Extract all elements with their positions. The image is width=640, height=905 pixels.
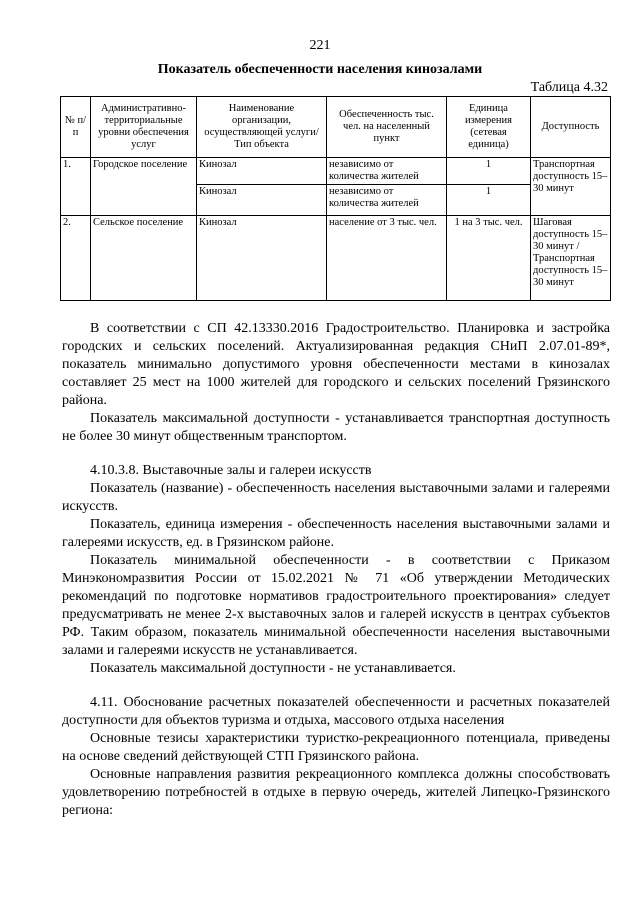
section-heading: 4.10.3.8. Выставочные залы и галереи искусств: [90, 463, 372, 478]
provision-table: [60, 96, 611, 301]
cell-num: 1.: [61, 158, 91, 216]
header-organization: Наименование организации, осуществляющей услуги/Тип объекта: [197, 97, 327, 158]
section-heading: 4.11. Обоснование расчетных показателей обеспеченности и расчетных показателей доступности для объектов туризма и отдыха, массового отдыха населения: [62, 695, 610, 728]
paragraph: Показатель (название) - обеспеченность населения выставочными залами и галереями искусств.: [62, 481, 610, 514]
header-num: № п/п: [61, 97, 91, 158]
paragraph: Показатель, единица измерения - обеспеченность населения выставочными залами и галереями искусств, ед. в Грязинском районе.: [62, 517, 610, 550]
paragraph: Показатель максимальной доступности - устанавливается транспортная доступность не более 30 минут общественным транспортом.: [62, 411, 610, 444]
table-label: Таблица 4.32: [530, 80, 608, 95]
table-title: Показатель обеспеченности населения кинозалами: [157, 62, 483, 77]
cell-name: Кинозал: [197, 158, 327, 185]
page-number: 221: [309, 38, 331, 53]
header-accessibility: Доступность: [531, 97, 611, 158]
cell-access: Шаговая доступность 15–30 минут / Транспортная доступность 15–30 минут: [531, 216, 611, 301]
cell-supply: независимо от количества жителей: [327, 185, 447, 216]
cell-name: Кинозал: [197, 216, 327, 301]
cell-level: Сельское поселение: [91, 216, 197, 301]
header-unit: Единица измерения (сетевая единица): [447, 97, 531, 158]
cell-supply: независимо от количества жителей: [327, 158, 447, 185]
cell-num: 2.: [61, 216, 91, 301]
paragraph: Основные направления развития рекреационного комплекса должны способствовать удовлетворению потребностей в отдыхе в первую очередь, жителей Липецко-Грязинского региона:: [62, 767, 610, 818]
cell-supply: население от 3 тыс. чел.: [327, 216, 447, 301]
header-level: Административно-территориальные уровни обеспечения услуг: [91, 97, 197, 158]
table-header-row: [61, 97, 611, 158]
body-text: [62, 320, 610, 820]
cell-unit: 1 на 3 тыс. чел.: [447, 216, 531, 301]
cell-unit: 1: [447, 185, 531, 216]
cell-level: Городское поселение: [91, 158, 197, 216]
paragraph: В соответствии с СП 42.13330.2016 Градостроительство. Планировка и застройка городских и сельских поселений. Актуализированная редакция СНиП 2.07.01-89*, показатель минимально допустимого уровня обеспеченности местами в кинозалах составляет 25 мест на 1000 жителей для городского и сельских поселений Грязинского района.: [62, 321, 610, 408]
header-supply: Обеспеченность тыс. чел. на населенный пункт: [327, 97, 447, 158]
cell-name: Кинозал: [197, 185, 327, 216]
paragraph: Показатель максимальной доступности - не устанавливается.: [90, 661, 456, 676]
cell-access: Транспортная доступность 15–30 минут: [531, 158, 611, 216]
table-row: [61, 158, 611, 185]
paragraph: Основные тезисы характеристики туристко-рекреационного потенциала, приведены на основе сведений действующей СТП Грязинского района.: [62, 731, 610, 764]
paragraph: Показатель минимальной обеспеченности - в соответствии с Приказом Минэкономразвития России от 15.02.2021 № 71 «Об утверждении Методических рекомендаций по подготовке нормативов градостроительного проектирования» следует предусматривать не менее 2-х выставочных залов и галерей искусств в центрах субъектов РФ. Таким образом, показатель минимальной обеспеченности населения выставочными залами и галереями искусств не устанавливается.: [62, 553, 610, 658]
table-row: [61, 216, 611, 301]
cell-unit: 1: [447, 158, 531, 185]
